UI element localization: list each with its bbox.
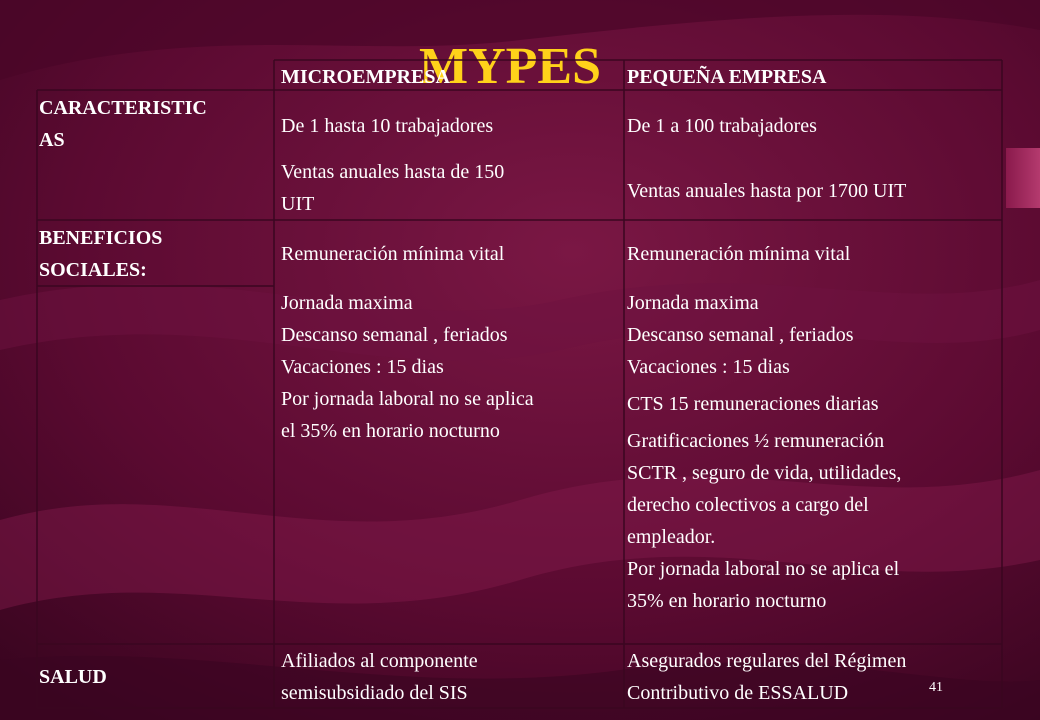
- list-item: SCTR , seguro de vida, utilidades,: [627, 462, 902, 484]
- label-caracteristicas-line1: CARACTERISTIC: [39, 97, 207, 119]
- list-item: Gratificaciones ½ remuneración: [627, 430, 885, 452]
- page-number: 41: [929, 680, 943, 695]
- list-item: Vacaciones : 15 dias: [281, 356, 444, 378]
- pequena-salud-line2: Contributivo de ESSALUD: [627, 682, 849, 704]
- label-caracteristicas-line2: AS: [39, 129, 65, 151]
- label-salud: SALUD: [39, 666, 107, 688]
- header-pequena-empresa: PEQUEÑA EMPRESA: [627, 66, 827, 88]
- list-item: Vacaciones : 15 dias: [627, 356, 790, 378]
- list-item: Jornada maxima: [627, 292, 759, 314]
- list-item: 35% en horario nocturno: [627, 590, 827, 612]
- micro-workers: De 1 hasta 10 trabajadores: [281, 115, 494, 137]
- micro-benefits-list: [281, 287, 534, 447]
- list-item: Por jornada laboral no se aplica el: [627, 558, 900, 580]
- pequena-sales: Ventas anuales hasta por 1700 UIT: [627, 180, 907, 202]
- list-item: empleador.: [627, 526, 716, 548]
- list-item: el 35% en horario nocturno: [281, 420, 500, 442]
- label-caracteristicas: [39, 92, 207, 156]
- pequena-salud: [627, 645, 906, 709]
- micro-sales-line2: UIT: [281, 193, 315, 215]
- label-beneficios-line1: BENEFICIOS: [39, 227, 163, 249]
- list-item: derecho colectivos a cargo del: [627, 494, 869, 516]
- list-item: CTS 15 remuneraciones diarias: [627, 393, 879, 415]
- slide-title: MYPES: [419, 37, 601, 95]
- micro-salud-line1: Afiliados al componente: [281, 650, 478, 672]
- list-item: Por jornada laboral no se aplica: [281, 388, 534, 410]
- header-microempresa: MICROEMPRESA: [281, 66, 450, 88]
- list-item: Descanso semanal , feriados: [627, 324, 854, 346]
- micro-salud-line2: semisubsidiado del SIS: [281, 682, 468, 704]
- micro-sales-line1: Ventas anuales hasta de 150: [281, 161, 505, 183]
- pequena-benefits-list: [627, 287, 901, 617]
- label-beneficios-sociales: [39, 222, 162, 286]
- label-beneficios-line2: SOCIALES:: [39, 259, 147, 281]
- micro-salud: [281, 645, 478, 709]
- list-item: Descanso semanal , feriados: [281, 324, 508, 346]
- side-tab-decoration: [1006, 148, 1040, 208]
- pequena-workers: De 1 a 100 trabajadores: [627, 115, 817, 137]
- list-item: Jornada maxima: [281, 292, 413, 314]
- pequena-salud-line1: Asegurados regulares del Régimen: [627, 650, 907, 672]
- micro-sales: [281, 156, 504, 220]
- micro-remuneracion: Remuneración mínima vital: [281, 243, 505, 265]
- pequena-remuneracion: Remuneración mínima vital: [627, 243, 851, 265]
